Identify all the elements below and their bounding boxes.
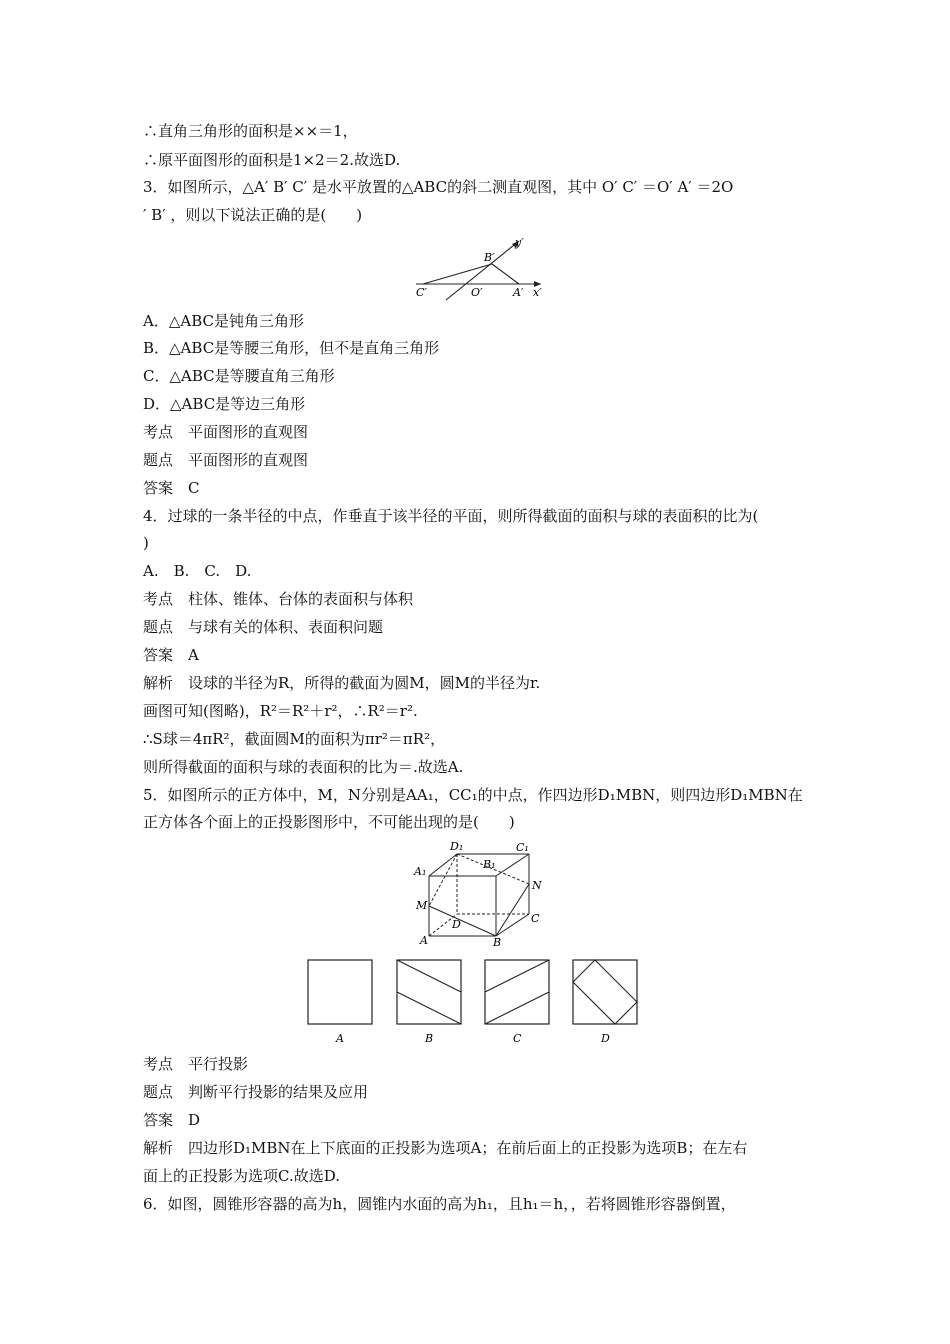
text-line: 正方体各个面上的正投影图形中，不可能出现的是( ) <box>143 813 515 831</box>
oblique-axes-figure <box>408 234 558 304</box>
question-3-stem: 3．如图所示，△A′ B′ C′ 是水平放置的△ABC的斜二测直观图，其中 O′ C′ ＝O′ A′ ＝2O <box>143 178 734 196</box>
question-4-options: A. B. C. D. <box>143 562 252 580</box>
caption-d: D <box>601 1032 610 1045</box>
solution-line: 解析 设球的半径为R，所得的截面为圆M，圆M的半径为r. <box>143 674 541 692</box>
label-n: N <box>532 879 542 892</box>
label-o-prime: O′ <box>471 286 483 299</box>
answer-line: 答案 D <box>143 1111 201 1129</box>
question-4-stem: 4．过球的一条半径的中点，作垂直于该半径的平面，则所得截面的面积与球的表面积的比为( <box>143 507 759 525</box>
topic-line: 考点 柱体、锥体、台体的表面积与体积 <box>143 590 414 608</box>
cube-figure <box>410 838 550 950</box>
option-b: B．△ABC是等腰三角形，但不是直角三角形 <box>143 339 440 357</box>
question-6-stem: 6．如图，圆锥形容器的高为h，圆锥内水面的高为h₁，且h₁＝h，，若将圆锥形容器倒置， <box>143 1195 736 1213</box>
caption-c: C <box>513 1032 522 1045</box>
projection-options-figure <box>300 955 650 1050</box>
label-c1: C₁ <box>516 841 529 854</box>
text-line: ∴直角三角形的面积是××＝1， <box>143 122 358 140</box>
text-line: ∴原平面图形的面积是1×2＝2.故选D. <box>143 151 401 169</box>
label-b1: B₁ <box>483 858 496 871</box>
label-b-prime: B′ <box>484 251 495 264</box>
label-a: A <box>420 934 428 947</box>
text-line: ) <box>143 534 149 552</box>
answer-line: 答案 C <box>143 479 200 497</box>
subtopic-line: 题点 平面图形的直观图 <box>143 451 309 469</box>
label-a-prime: A′ <box>513 286 524 299</box>
option-d: D．△ABC是等边三角形 <box>143 395 306 413</box>
solution-line: ∴S球＝4πR²，截面圆M的面积为πr²＝πR²， <box>143 730 446 748</box>
subtopic-line: 题点 与球有关的体积、表面积问题 <box>143 618 384 636</box>
label-d1: D₁ <box>450 840 464 853</box>
subtopic-line: 题点 判断平行投影的结果及应用 <box>143 1083 369 1101</box>
label-m: M <box>416 899 428 912</box>
solution-line: 则所得截面的面积与球的表面积的比为＝.故选A. <box>143 758 464 776</box>
label-d: D <box>452 918 461 931</box>
caption-b: B <box>425 1032 434 1045</box>
answer-line: 答案 A <box>143 646 199 664</box>
text-line: ′ B′ ，则以下说法正确的是( ) <box>143 206 363 224</box>
label-x-prime: x′ <box>533 286 542 299</box>
solution-line: 画图可知(图略)，R²＝R²＋r²，∴R²＝r². <box>143 702 418 720</box>
solution-line: 解析 四边形D₁MBN在上下底面的正投影为选项A；在前后面上的正投影为选项B；在左右 <box>143 1139 748 1157</box>
label-b: B <box>493 936 502 949</box>
topic-line: 考点 平行投影 <box>143 1055 249 1073</box>
label-a1: A₁ <box>414 865 427 878</box>
question-5-stem: 5．如图所示的正方体中，M，N分别是AA₁，CC₁的中点，作四边形D₁MBN，则四边形D₁MBN在 <box>143 786 803 804</box>
caption-a: A <box>336 1032 344 1045</box>
solution-line: 面上的正投影为选项C.故选D. <box>143 1167 340 1185</box>
topic-line: 考点 平面图形的直观图 <box>143 423 309 441</box>
option-c: C．△ABC是等腰直角三角形 <box>143 367 335 385</box>
label-y-prime: y′ <box>515 236 524 249</box>
option-a: A．△ABC是钝角三角形 <box>143 312 304 330</box>
label-c-prime: C′ <box>416 286 427 299</box>
label-c: C <box>531 912 540 925</box>
